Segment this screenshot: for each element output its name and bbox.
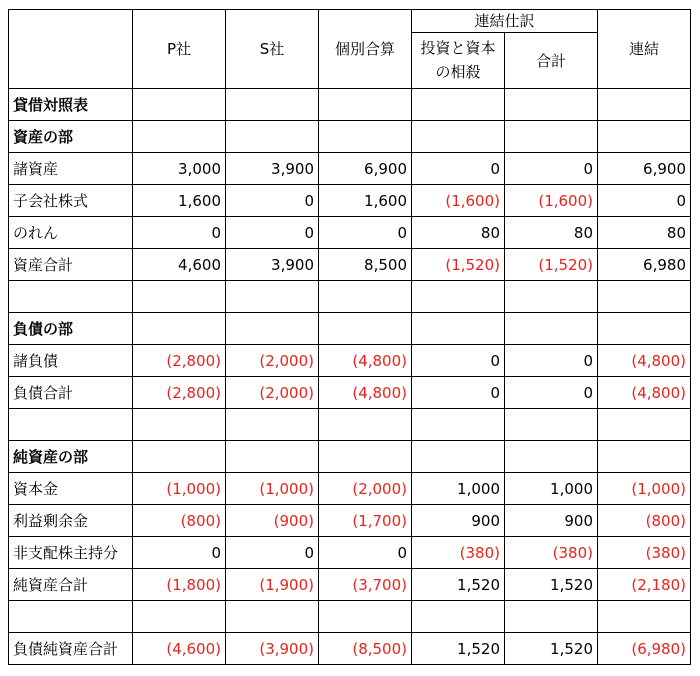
cell-p: 0 <box>133 537 226 569</box>
empty-cell <box>9 601 133 633</box>
cell-elimination: 1,000 <box>412 473 505 505</box>
cell-elimination: 0 <box>412 153 505 185</box>
row-label: のれん <box>9 217 133 249</box>
col-header-s: S社 <box>226 10 319 89</box>
empty-cell <box>133 89 226 121</box>
cell-p: (800) <box>133 505 226 537</box>
empty-cell <box>598 89 691 121</box>
cell-s: 3,900 <box>226 249 319 281</box>
cell-elim-total: 0 <box>505 345 598 377</box>
cell-elimination: (1,600) <box>412 185 505 217</box>
cell-elim-total: 0 <box>505 153 598 185</box>
blank-row <box>9 409 691 441</box>
cell-elim-total: (1,520) <box>505 249 598 281</box>
cell-p: (1,800) <box>133 569 226 601</box>
empty-cell <box>505 313 598 345</box>
empty-cell <box>598 441 691 473</box>
blank-row <box>9 281 691 313</box>
empty-cell <box>133 121 226 153</box>
empty-cell <box>226 441 319 473</box>
cell-individual: 1,600 <box>319 185 412 217</box>
empty-cell <box>412 121 505 153</box>
cell-s: 0 <box>226 537 319 569</box>
section-title: 純資産の部 <box>9 441 133 473</box>
empty-cell <box>319 89 412 121</box>
cell-individual: (8,500) <box>319 633 412 665</box>
cell-elim-total: 1,520 <box>505 569 598 601</box>
cell-p: (4,600) <box>133 633 226 665</box>
cell-individual: 0 <box>319 217 412 249</box>
cell-p: 3,000 <box>133 153 226 185</box>
table-row <box>9 153 691 185</box>
table-row <box>9 505 691 537</box>
row-label: 負債合計 <box>9 377 133 409</box>
section-title-row <box>9 89 691 121</box>
cell-individual: (4,800) <box>319 345 412 377</box>
empty-cell <box>505 121 598 153</box>
empty-cell <box>505 441 598 473</box>
cell-s: (2,000) <box>226 377 319 409</box>
cell-individual: (1,700) <box>319 505 412 537</box>
col-header-consolidated: 連結 <box>598 10 691 89</box>
empty-cell <box>319 121 412 153</box>
cell-s: 3,900 <box>226 153 319 185</box>
empty-cell <box>133 313 226 345</box>
cell-elimination: 80 <box>412 217 505 249</box>
cell-elimination: 1,520 <box>412 633 505 665</box>
cell-p: 4,600 <box>133 249 226 281</box>
empty-cell <box>505 89 598 121</box>
section-title-row <box>9 121 691 153</box>
empty-cell <box>226 89 319 121</box>
cell-individual: 8,500 <box>319 249 412 281</box>
row-label: 子会社株式 <box>9 185 133 217</box>
cell-s: (1,900) <box>226 569 319 601</box>
table-row <box>9 537 691 569</box>
cell-consolidated: 80 <box>598 217 691 249</box>
cell-consolidated: 6,900 <box>598 153 691 185</box>
empty-cell <box>598 601 691 633</box>
cell-s: (2,000) <box>226 345 319 377</box>
row-label: 諸資産 <box>9 153 133 185</box>
empty-cell <box>598 121 691 153</box>
cell-individual: (4,800) <box>319 377 412 409</box>
empty-cell <box>9 409 133 441</box>
cell-individual: 6,900 <box>319 153 412 185</box>
empty-cell <box>412 281 505 313</box>
cell-p: (2,800) <box>133 377 226 409</box>
section-title-row <box>9 313 691 345</box>
empty-cell <box>505 601 598 633</box>
balance-sheet-table <box>8 9 691 665</box>
cell-consolidated: (380) <box>598 537 691 569</box>
col-header-individual: 個別合算 <box>319 10 412 89</box>
empty-cell <box>598 409 691 441</box>
cell-p: 0 <box>133 217 226 249</box>
table-row <box>9 217 691 249</box>
row-label: 利益剰余金 <box>9 505 133 537</box>
empty-cell <box>226 601 319 633</box>
cell-elimination: 1,520 <box>412 569 505 601</box>
empty-cell <box>412 601 505 633</box>
cell-p: (1,000) <box>133 473 226 505</box>
empty-cell <box>598 281 691 313</box>
empty-cell <box>133 409 226 441</box>
blank-row <box>9 601 691 633</box>
col-header-p: P社 <box>133 10 226 89</box>
empty-cell <box>226 313 319 345</box>
cell-elim-total: 1,000 <box>505 473 598 505</box>
empty-cell <box>319 441 412 473</box>
section-title: 資産の部 <box>9 121 133 153</box>
table-row <box>9 569 691 601</box>
cell-consolidated: (4,800) <box>598 377 691 409</box>
cell-individual: (2,000) <box>319 473 412 505</box>
table-row <box>9 473 691 505</box>
col-header-elimination: 投資と資本の相殺 <box>412 33 505 89</box>
cell-elim-total: 1,520 <box>505 633 598 665</box>
table-row <box>9 249 691 281</box>
empty-cell <box>133 281 226 313</box>
table-row <box>9 377 691 409</box>
empty-cell <box>598 313 691 345</box>
cell-elim-total: 80 <box>505 217 598 249</box>
cell-s: 0 <box>226 185 319 217</box>
cell-individual: (3,700) <box>319 569 412 601</box>
table-row <box>9 185 691 217</box>
cell-s: (3,900) <box>226 633 319 665</box>
empty-cell <box>133 441 226 473</box>
table-row <box>9 345 691 377</box>
cell-elimination: 900 <box>412 505 505 537</box>
empty-cell <box>319 281 412 313</box>
cell-consolidated: (6,980) <box>598 633 691 665</box>
cell-elimination: 0 <box>412 377 505 409</box>
empty-cell <box>319 601 412 633</box>
cell-s: 0 <box>226 217 319 249</box>
empty-cell <box>226 121 319 153</box>
row-label: 非支配株主持分 <box>9 537 133 569</box>
cell-consolidated: (4,800) <box>598 345 691 377</box>
row-label: 純資産合計 <box>9 569 133 601</box>
empty-cell <box>9 281 133 313</box>
cell-elimination: (1,520) <box>412 249 505 281</box>
empty-cell <box>319 409 412 441</box>
empty-cell <box>412 89 505 121</box>
empty-cell <box>226 409 319 441</box>
cell-p: (2,800) <box>133 345 226 377</box>
cell-p: 1,600 <box>133 185 226 217</box>
cell-consolidated: (800) <box>598 505 691 537</box>
col-header-elim-total: 合計 <box>505 33 598 89</box>
cell-consolidated: (2,180) <box>598 569 691 601</box>
empty-cell <box>226 281 319 313</box>
row-label: 資産合計 <box>9 249 133 281</box>
cell-elim-total: 900 <box>505 505 598 537</box>
cell-consolidated: 6,980 <box>598 249 691 281</box>
cell-s: (900) <box>226 505 319 537</box>
cell-consolidated: 0 <box>598 185 691 217</box>
empty-cell <box>505 409 598 441</box>
cell-consolidated: (1,000) <box>598 473 691 505</box>
section-title: 負債の部 <box>9 313 133 345</box>
header-row-group <box>9 10 691 33</box>
row-label: 諸負債 <box>9 345 133 377</box>
row-label: 資本金 <box>9 473 133 505</box>
cell-elimination: (380) <box>412 537 505 569</box>
cell-elimination: 0 <box>412 345 505 377</box>
table-row <box>9 633 691 665</box>
empty-cell <box>412 313 505 345</box>
row-label: 負債純資産合計 <box>9 633 133 665</box>
section-title-row <box>9 441 691 473</box>
cell-individual: 0 <box>319 537 412 569</box>
cell-elim-total: (380) <box>505 537 598 569</box>
empty-cell <box>412 409 505 441</box>
section-title: 貸借対照表 <box>9 89 133 121</box>
empty-cell <box>505 281 598 313</box>
cell-s: (1,000) <box>226 473 319 505</box>
header-corner-cell <box>9 10 133 89</box>
cell-elim-total: 0 <box>505 377 598 409</box>
empty-cell <box>319 313 412 345</box>
empty-cell <box>412 441 505 473</box>
cell-elim-total: (1,600) <box>505 185 598 217</box>
col-header-group: 連結仕訳 <box>412 10 598 33</box>
empty-cell <box>133 601 226 633</box>
